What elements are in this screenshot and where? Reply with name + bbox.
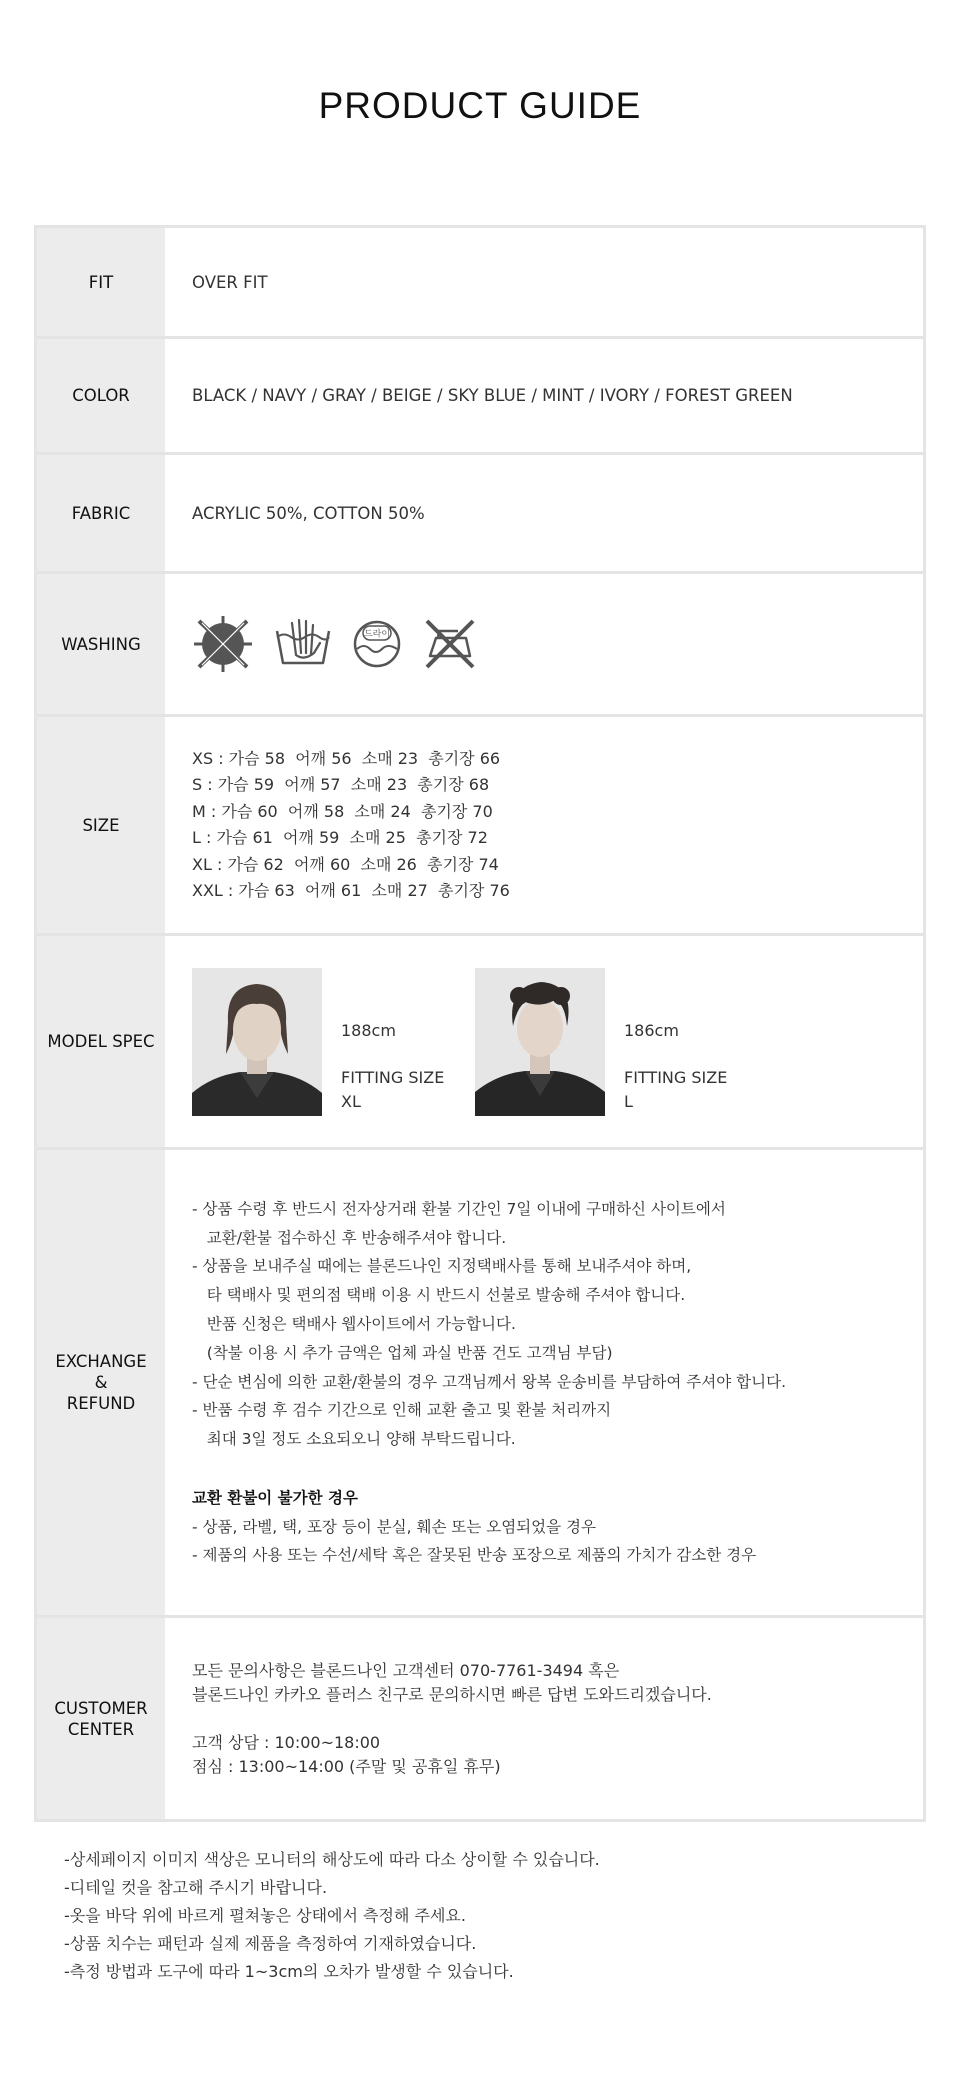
model-height-2: 186cm	[624, 1020, 679, 1040]
model-photo-1	[192, 968, 322, 1116]
model-card-1	[192, 968, 475, 1116]
exchange-line: - 반품 수령 후 검수 기간으로 인해 교환 출고 및 환불 처리까지	[192, 1401, 612, 1420]
cs-line: 모든 문의사항은 블론드나인 고객센터 070-7761-3494 혹은	[192, 1660, 620, 1680]
no-iron-icon	[422, 616, 478, 672]
fit-row	[37, 228, 923, 336]
washing-label: WASHING	[37, 574, 165, 714]
exchange-line: - 단순 변심에 의한 교환/환불의 경우 고객님께서 왕복 운송비를 부담하여 주셔야 합니다.	[192, 1372, 786, 1391]
fit-value: OVER FIT	[165, 228, 923, 336]
dry-clean-icon	[352, 619, 402, 669]
fabric-row	[37, 455, 923, 571]
exchange-line: (착불 이용 시 추가 금액은 업체 과실 반품 건도 고객님 부담)	[192, 1343, 613, 1362]
customer-center-label: CUSTOMER CENTER	[37, 1618, 165, 1819]
footnote: -상세페이지 이미지 색상은 모니터의 해상도에 따라 다소 상이할 수 있습니다.	[64, 1850, 600, 1869]
fabric-label: FABRIC	[37, 455, 165, 571]
size-table	[192, 746, 510, 905]
product-guide-table	[34, 225, 926, 1822]
size-row	[37, 717, 923, 933]
size-row-l: L : 가슴 61 어깨 59 소매 25 총기장 72	[192, 828, 488, 847]
size-row-xxl: XXL : 가슴 63 어깨 61 소매 27 총기장 76	[192, 881, 510, 900]
model-fitting-size-2: L	[624, 1091, 633, 1111]
model-height-1: 188cm	[341, 1020, 396, 1040]
model-spec-value	[165, 936, 923, 1147]
exchange-line: 타 택배사 및 편의점 택배 이용 시 반드시 선불로 발송해 주셔야 합니다.	[192, 1286, 686, 1305]
fabric-value: ACRYLIC 50%, COTTON 50%	[165, 455, 923, 571]
color-row	[37, 339, 923, 452]
exchange-line: 최대 3일 정도 소요되오니 양해 부탁드립니다.	[192, 1430, 516, 1449]
hand-wash-icon	[274, 619, 332, 669]
model-fitting-size-1: XL	[341, 1091, 361, 1111]
footnotes	[64, 1846, 600, 1986]
model-fitting-label-1: FITTING SIZE	[341, 1067, 445, 1087]
color-value: BLACK / NAVY / GRAY / BEIGE / SKY BLUE / MINT / IVORY / FOREST GREEN	[165, 339, 923, 452]
exchange-refund-label: EXCHANGE & REFUND	[37, 1150, 165, 1615]
size-row-xs: XS : 가슴 58 어깨 56 소매 23 총기장 66	[192, 748, 501, 768]
size-label: SIZE	[37, 717, 165, 933]
model-card-2	[475, 968, 758, 1116]
cs-hours-lunch: 점심 : 13:00~14:00 (주말 및 공휴일 휴무)	[192, 1756, 501, 1776]
exchange-line: - 상품을 보내주실 때에는 블론드나인 지정택배사를 통해 보내주셔야 하며,	[192, 1257, 692, 1276]
color-label: COLOR	[37, 339, 165, 452]
model-fitting-label-2: FITTING SIZE	[624, 1067, 728, 1087]
not-allowed-line: - 제품의 사용 또는 수선/세탁 혹은 잘못된 반송 포장으로 제품의 가치가 감소한 경우	[192, 1546, 757, 1565]
exchange-line: 반품 신청은 택배사 웹사이트에서 가능합니다.	[192, 1314, 516, 1333]
exchange-refund-value	[165, 1150, 923, 1615]
footnote: -상품 치수는 패턴과 실제 제품을 측정하여 기재하였습니다.	[64, 1934, 477, 1953]
footnote: -옷을 바닥 위에 바르게 펼쳐놓은 상태에서 측정해 주세요.	[64, 1906, 466, 1925]
no-tumble-dry-icon	[192, 614, 254, 674]
dry-clean-text: 드라이	[363, 629, 391, 640]
customer-center-value	[165, 1618, 923, 1819]
footnote: -측정 방법과 도구에 따라 1~3cm의 오차가 발생할 수 있습니다.	[64, 1962, 514, 1981]
cs-line: 블론드나인 카카오 플러스 친구로 문의하시면 빠른 답변 도와드리겠습니다.	[192, 1684, 712, 1704]
washing-value	[165, 574, 923, 714]
exchange-line: 교환/환불 접수하신 후 반송해주셔야 합니다.	[192, 1228, 507, 1247]
size-row-m: M : 가슴 60 어깨 58 소매 24 총기장 70	[192, 801, 493, 821]
footnote: -디테일 컷을 참고해 주시기 바랍니다.	[64, 1878, 328, 1897]
exchange-refund-row	[37, 1150, 923, 1615]
fit-label: FIT	[37, 228, 165, 336]
model-photo-2	[475, 968, 605, 1116]
model-spec-row	[37, 936, 923, 1147]
size-row-xl: XL : 가슴 62 어깨 60 소매 26 총기장 74	[192, 854, 499, 874]
cs-hours-consult: 고객 상담 : 10:00~18:00	[192, 1732, 381, 1752]
size-row-s: S : 가슴 59 어깨 57 소매 23 총기장 68	[192, 775, 490, 794]
model-spec-label: MODEL SPEC	[37, 936, 165, 1147]
exchange-line: - 상품 수령 후 반드시 전자상거래 환불 기간인 7일 이내에 구매하신 사이트에서	[192, 1199, 726, 1218]
customer-center-row	[37, 1618, 923, 1819]
size-value	[165, 717, 923, 933]
not-allowed-line: - 상품, 라벨, 택, 포장 등이 분실, 훼손 또는 오염되었을 경우	[192, 1517, 596, 1536]
not-allowed-title: 교환 환불이 불가한 경우	[192, 1488, 358, 1507]
page-title: PRODUCT GUIDE	[318, 85, 642, 126]
washing-row	[37, 574, 923, 714]
